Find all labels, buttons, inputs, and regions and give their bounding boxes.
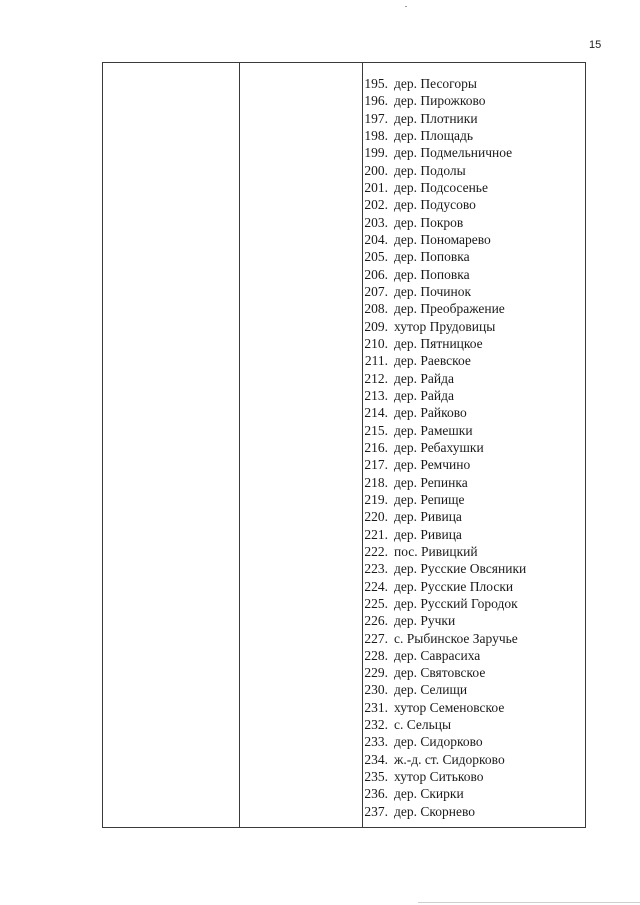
settlement-name: дер. Райда — [394, 387, 454, 403]
list-item — [364, 248, 526, 265]
settlement-name: хутор Семеновское — [394, 699, 505, 715]
item-number: 233. — [364, 734, 388, 750]
column-divider-2 — [362, 63, 363, 827]
settlement-name: дер. Подолы — [394, 162, 466, 178]
item-number: 222. — [364, 543, 388, 559]
settlement-name: хутор Ситьково — [394, 769, 484, 785]
settlement-name: дер. Райда — [394, 370, 454, 386]
list-item — [364, 179, 526, 196]
item-number: 205. — [364, 249, 388, 265]
list-item — [364, 352, 526, 369]
list-item — [364, 162, 526, 179]
settlement-name: дер. Поповка — [394, 266, 470, 282]
settlement-name: дер. Ривица — [394, 526, 462, 542]
item-number: 199. — [364, 145, 388, 161]
item-number: 216. — [364, 439, 388, 455]
list-item — [364, 214, 526, 231]
settlement-name: дер. Саврасиха — [394, 647, 481, 663]
list-item — [364, 491, 526, 508]
settlement-name: дер. Песогоры — [394, 76, 477, 91]
item-number: 226. — [364, 613, 388, 629]
item-number: 232. — [364, 717, 388, 733]
list-item — [364, 387, 526, 404]
item-number: 213. — [364, 387, 388, 403]
item-number: 234. — [364, 751, 388, 767]
item-number: 236. — [364, 786, 388, 802]
list-item — [364, 75, 526, 92]
list-item — [364, 803, 526, 820]
settlement-name: дер. Русский Городок — [394, 595, 518, 611]
settlement-name: ж.-д. ст. Сидорково — [394, 751, 505, 767]
list-item — [364, 300, 526, 317]
settlement-name: дер. Починок — [394, 283, 472, 299]
item-number: 229. — [364, 665, 388, 681]
settlement-name: дер. Пирожково — [394, 93, 486, 109]
item-number: 201. — [364, 179, 388, 195]
list-item — [364, 560, 526, 577]
list-item — [364, 144, 526, 161]
list-item — [364, 647, 526, 664]
list-item — [364, 127, 526, 144]
item-number: 225. — [364, 595, 388, 611]
settlement-name: дер. Русские Плоски — [394, 578, 514, 594]
settlement-name: дер. Подсосенье — [394, 179, 488, 195]
list-item — [364, 92, 526, 109]
list-item — [364, 699, 526, 716]
item-number: 214. — [364, 405, 388, 421]
settlement-name: дер. Подусово — [394, 197, 476, 213]
list-item — [364, 768, 526, 785]
list-item — [364, 196, 526, 213]
list-item — [364, 681, 526, 698]
column-divider-1 — [239, 63, 240, 827]
settlement-name: дер. Плотники — [394, 110, 478, 126]
item-number: 230. — [364, 682, 388, 698]
settlement-name: дер. Пятницкое — [394, 335, 483, 351]
list-item — [364, 664, 526, 681]
item-number: 237. — [364, 803, 388, 819]
settlement-name: дер. Подмельничное — [394, 145, 513, 161]
item-number: 209. — [364, 318, 388, 334]
item-number: 227. — [364, 630, 388, 646]
list-item — [364, 526, 526, 543]
settlement-name: дер. Ремчино — [394, 457, 471, 473]
item-number: 206. — [364, 266, 388, 282]
list-item — [364, 231, 526, 248]
settlement-name: дер. Сидорково — [394, 734, 483, 750]
settlement-name: дер. Ребахушки — [394, 439, 484, 455]
item-number: 212. — [364, 370, 388, 386]
list-item — [364, 785, 526, 802]
settlement-name: с. Сельцы — [394, 717, 452, 733]
list-item — [364, 751, 526, 768]
settlement-name: с. Рыбинское Заручье — [394, 630, 518, 646]
item-number: 197. — [364, 110, 388, 126]
page-number: 15 — [589, 39, 602, 51]
settlement-name: дер. Святовское — [394, 665, 486, 681]
item-number: 203. — [364, 214, 388, 230]
item-number: 223. — [364, 561, 388, 577]
item-number: 224. — [364, 578, 388, 594]
list-item — [364, 404, 526, 421]
settlement-name: дер. Репище — [394, 491, 465, 507]
list-item — [364, 335, 526, 352]
list-item — [364, 578, 526, 595]
list-item — [364, 266, 526, 283]
settlement-name: пос. Ривицкий — [394, 543, 478, 559]
item-number: 231. — [364, 699, 388, 715]
item-number: 215. — [364, 422, 388, 438]
list-item — [364, 508, 526, 525]
item-number: 204. — [364, 231, 388, 247]
list-item — [364, 716, 526, 733]
settlement-name: дер. Площадь — [394, 127, 474, 143]
list-item — [364, 283, 526, 300]
list-item — [364, 543, 526, 560]
settlement-name: дер. Раевское — [394, 353, 471, 369]
settlement-name: дер. Пономарево — [394, 231, 491, 247]
settlement-name: дер. Скорнево — [394, 803, 475, 819]
item-number: 219. — [364, 491, 388, 507]
settlement-name: дер. Поповка — [394, 249, 470, 265]
item-number: 211. — [364, 353, 388, 369]
list-item — [364, 456, 526, 473]
item-number: 235. — [364, 769, 388, 785]
item-number: 198. — [364, 127, 388, 143]
item-number: 195. — [364, 76, 388, 91]
settlement-name: дер. Ривица — [394, 509, 462, 525]
item-number: 228. — [364, 647, 388, 663]
settlement-name: дер. Райково — [394, 405, 467, 421]
item-number: 218. — [364, 474, 388, 490]
item-number: 210. — [364, 335, 388, 351]
settlement-name: дер. Репинка — [394, 474, 468, 490]
list-item — [364, 612, 526, 629]
item-number: 221. — [364, 526, 388, 542]
list-item — [364, 370, 526, 387]
item-number: 196. — [364, 93, 388, 109]
settlement-list — [364, 75, 526, 820]
scan-edge-line — [418, 902, 640, 903]
settlement-name: дер. Рамешки — [394, 422, 473, 438]
list-item — [364, 318, 526, 335]
list-item — [364, 474, 526, 491]
list-item — [364, 733, 526, 750]
settlement-name: дер. Селищи — [394, 682, 468, 698]
settlement-name: дер. Покров — [394, 214, 464, 230]
scan-mark — [405, 6, 407, 7]
item-number: 220. — [364, 509, 388, 525]
item-number: 202. — [364, 197, 388, 213]
item-number: 208. — [364, 301, 388, 317]
list-item — [364, 630, 526, 647]
settlement-name: хутор Прудовицы — [394, 318, 496, 334]
settlement-name: дер. Скирки — [394, 786, 464, 802]
settlement-name: дер. Ручки — [394, 613, 456, 629]
settlement-name: дер. Преображение — [394, 301, 505, 317]
list-item — [364, 595, 526, 612]
list-item — [364, 439, 526, 456]
settlement-name: дер. Русские Овсяники — [394, 561, 527, 577]
list-item — [364, 110, 526, 127]
list-item — [364, 422, 526, 439]
item-number: 217. — [364, 457, 388, 473]
item-number: 207. — [364, 283, 388, 299]
item-number: 200. — [364, 162, 388, 178]
